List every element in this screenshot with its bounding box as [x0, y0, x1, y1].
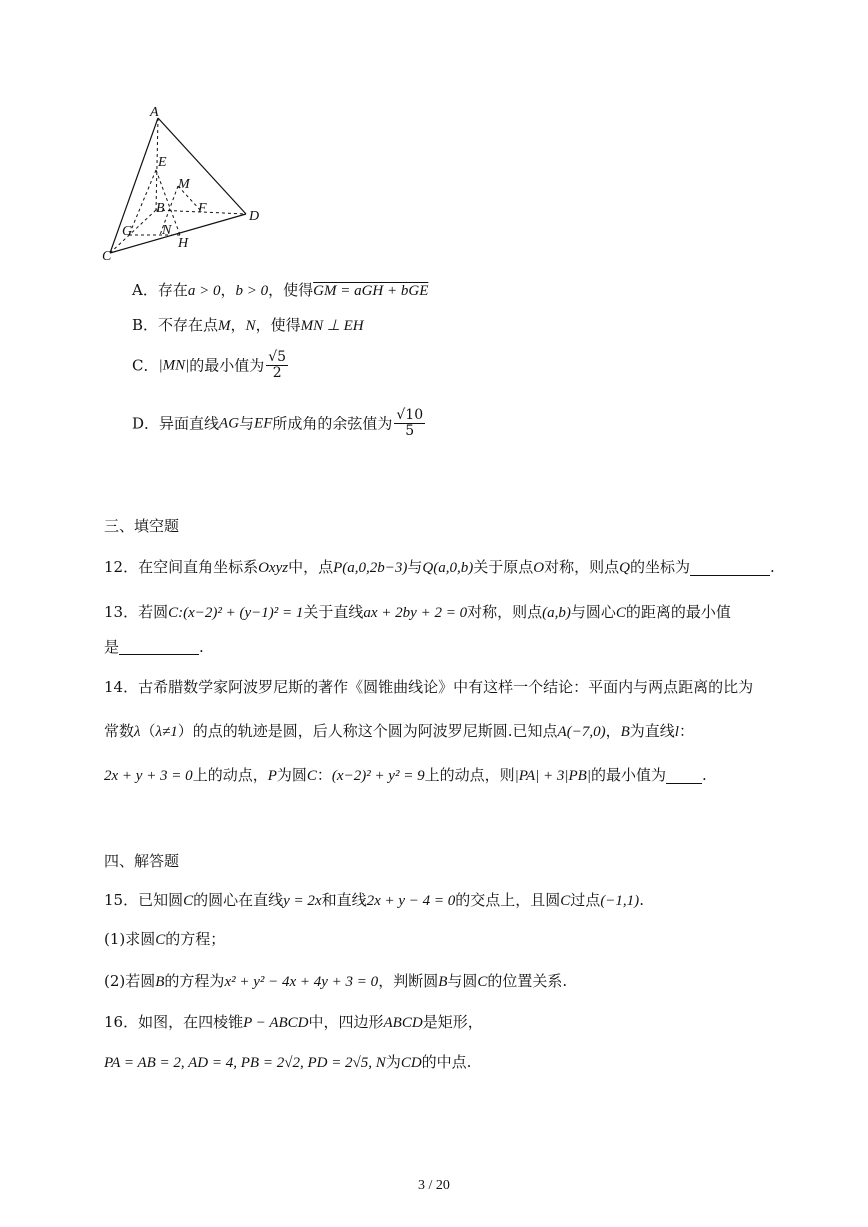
label-a: A [150, 105, 159, 120]
question-14-line2: 常数λ（λ≠1）的点的轨迹是圆，后人称这个圆为阿波罗尼斯圆.已知点A(−7,0)，B为直线l： [104, 722, 694, 740]
option-d: D．异面直线AG与EF所成角的余弦值为 $\frac{√10}{5}$ [132, 407, 424, 440]
label-n: N [162, 223, 172, 238]
answer-blank-13[interactable] [119, 640, 199, 655]
question-15: 15．已知圆C的圆心在直线y = 2x和直线2x + y − 4 = 0的交点上，且圆C过点(−1,1). [104, 891, 644, 909]
label-d: D [249, 209, 260, 224]
option-c-fraction: $\frac{√5}{2}$ [268, 349, 287, 382]
question-12: 12．在空间直角坐标系Oxyz中，点P(a,0,2b−3)与Q(a,0,b)关于原点O对称，则点Q的坐标为 . [104, 558, 775, 576]
option-a: A．存在a > 0，b > 0，使得GM = aGH + bGE [132, 281, 429, 299]
label-b: B [156, 201, 165, 216]
question-14: 14．古希腊数学家阿波罗尼斯的著作《圆锥曲线论》中有这样一个结论：平面内与两点距离的比为 [104, 678, 754, 696]
question-15-part2: (2)若圆B的方程为x² + y² − 4x + 4y + 3 = 0，判断圆B与圆C的位置关系. [104, 972, 568, 990]
question-13-line2: 是 . [104, 638, 204, 656]
question-15-part1: (1)求圆C的方程； [104, 930, 226, 948]
label-e: E [158, 155, 167, 170]
question-14-line3: 2x + y + 3 = 0上的动点，P为圆C：(x−2)² + y² = 9上的动点，则|PA| + 3|PB|的最小值为 . [104, 766, 707, 784]
label-f: F [198, 201, 207, 216]
question-16: 16．如图，在四棱锥P − ABCD中，四边形ABCD是矩形， [104, 1013, 483, 1031]
answer-blank-12[interactable] [690, 561, 770, 576]
option-b: B．不存在点M，N，使得MN ⊥ EH [132, 316, 364, 334]
label-h: H [178, 236, 189, 251]
answer-blank-14[interactable] [666, 769, 702, 784]
label-g: G [122, 224, 133, 239]
question-16-line2: PA = AB = 2, AD = 4, PB = 2√2, PD = 2√5, N为CD的中点. [104, 1053, 472, 1071]
question-13: 13．若圆C:(x−2)² + (y−1)² = 1关于直线ax + 2by + 2 = 0对称，则点(a,b)与圆心C的距离的最小值 [104, 603, 731, 621]
option-c: C．|MN|的最小值为 $\frac{√5}{2}$ [132, 349, 287, 382]
label-c: C [102, 249, 112, 264]
tetrahedron-figure [98, 100, 268, 270]
label-m: M [178, 177, 190, 192]
option-a-expr: GM = aGH + bGE [313, 283, 429, 299]
page-number: 3 / 20 [418, 1178, 450, 1193]
section-fill-blank: 三、填空题 [104, 517, 180, 535]
section-solve: 四、解答题 [104, 852, 180, 870]
option-d-fraction: $\frac{√10}{5}$ [396, 407, 424, 440]
